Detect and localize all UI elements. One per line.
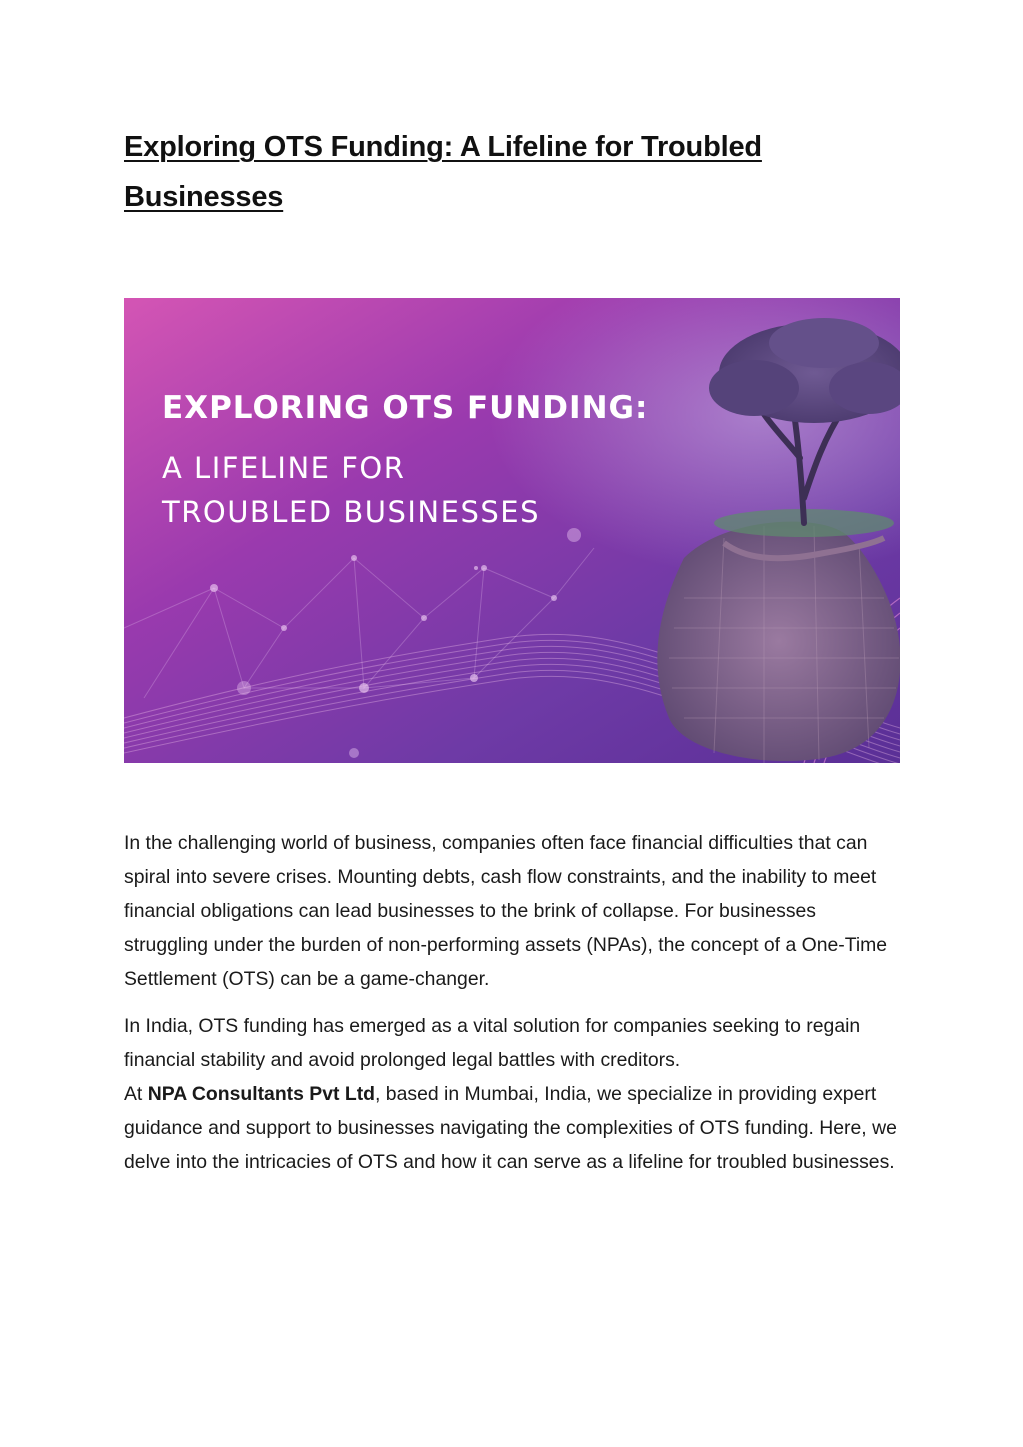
banner-headline	[162, 390, 648, 534]
company-name: NPA Consultants Pvt Ltd	[147, 1083, 376, 1105]
banner-image	[124, 298, 900, 763]
banner-line-3: TROUBLED BUSINESSES	[162, 495, 540, 529]
paragraph-2	[124, 1009, 904, 1179]
paragraph-1: In the challenging world of business, companies often face financial difficulties that can spiral into severe crises. Mounting debts, cash flow constraints, and the inability to meet financial obligations can lead businesses to the brink of collapse. For businesses struggling under the burden of non-performing assets (NPAs), the concept of a One-Time Settlement (OTS) can be a game-changer.	[124, 832, 888, 990]
banner-line-2: A LIFELINE FOR	[162, 451, 406, 485]
banner-line-1: EXPLORING OTS FUNDING:	[162, 390, 649, 426]
page-title: Exploring OTS Funding: A Lifeline for Troubled Businesses	[124, 131, 762, 213]
paragraph-2-rest: , based in Mumbai, India, we specialize in providing expert guidance and support to businesses navigating the complexities of OTS funding. Here, we delve into the intricacies of OTS and how it can serve as a lifeline for troubled businesses.	[124, 1083, 897, 1173]
paragraph-2-intro: In India, OTS funding has emerged as a vital solution for companies seeking to regain financial stability and avoid prolonged legal battles with creditors.	[124, 1015, 861, 1071]
article-body	[124, 826, 904, 1192]
paragraph-2-at: At	[124, 1083, 148, 1105]
